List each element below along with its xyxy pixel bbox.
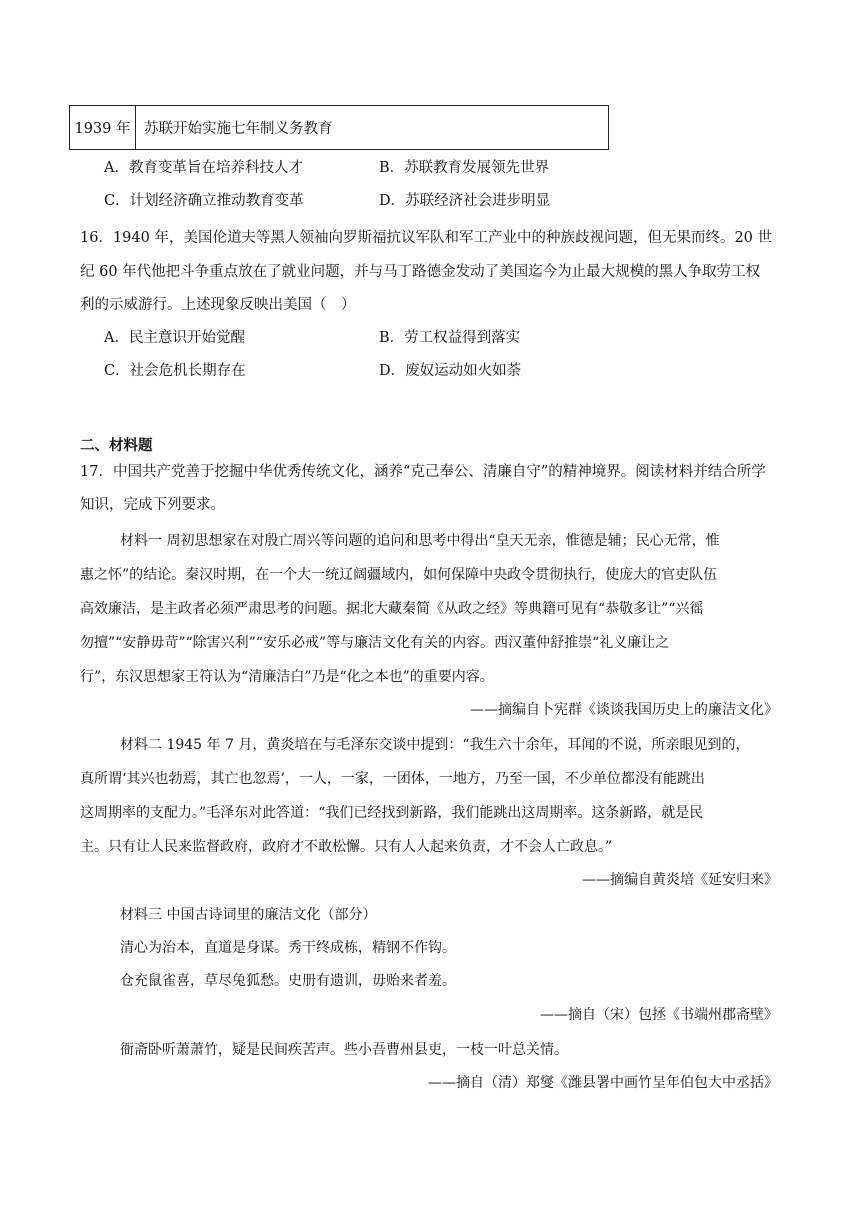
material2-line-4: 主。只有让人民来监督政府，政府才不敢松懈。只有人人起来负责，才不会人亡政息。” [80, 839, 613, 855]
q15-option-c: C．计划经济确立推动教育变革 [104, 193, 304, 209]
q15-option-a: A．教育变革旨在培养科技人才 [104, 160, 303, 176]
material2-line-1: 材料二 1945 年 7 月，黄炎培在与毛泽东交谈中提到：“我生六十余年，耳闻的不说，所亲眼见到的， [120, 737, 750, 753]
q16-option-c: C．社会危机长期存在 [104, 363, 246, 379]
q16-stem-line-2: 纪 60 年代他把斗争重点放在了就业问题，并与马丁路德金发动了美国迄今为止最大规模的黑人争取劳工权 [80, 264, 761, 280]
material2-line-3: 这周期率的支配力。”毛泽东对此答道：“我们已经找到新路，我们能跳出这周期率。这条新路，就是民 [80, 805, 704, 821]
material1-line-2: 惠之怀”的结论。秦汉时期，在一个大一统辽阔疆域内，如何保障中央政令贯彻执行，使庞大的官吏队伍 [80, 567, 718, 583]
material1-line-3: 高效廉洁，是主政者必须严肃思考的问题。据北大藏秦简《从政之经》等典籍可见有“恭敬多让”“兴徭 [80, 601, 704, 617]
poem1-line-2: 仓充鼠雀喜，草尽兔狐愁。史册有遗训，毋贻来者羞。 [120, 973, 456, 989]
section-title: 二、材料题 [80, 438, 153, 454]
poem2-source: ——摘自（清）郑燮《潍县署中画竹呈年伯包大中丞括》 [428, 1075, 778, 1091]
poem1-source: ——摘自（宋）包拯《书端州郡斋壁》 [540, 1007, 778, 1023]
poem2-line: 衙斋卧听萧萧竹，疑是民间疾苦声。些小吾曹州县吏，一枝一叶总关情。 [120, 1042, 568, 1058]
table-year-cell: 1939 年 [70, 106, 136, 149]
q15-option-b: B．苏联教育发展领先世界 [379, 160, 550, 176]
q16-option-a: A．民主意识开始觉醒 [104, 330, 245, 346]
q17-stem-line-1: 17．中国共产党善于挖掘中华优秀传统文化，涵养“克己奉公、清廉自守”的精神境界。阅读材料并结合所学 [80, 464, 766, 480]
q15-option-d: D．苏联经济社会进步明显 [379, 193, 551, 209]
material1-line-5: 行”，东汉思想家王符认为“清廉洁白”乃是“化之本也”的重要内容。 [80, 669, 494, 685]
material1-source: ——摘编自卜宪群《谈谈我国历史上的廉洁文化》 [470, 702, 778, 718]
material1-line-4: 勿擅”“安静毋苛”“除害兴利”“安乐必戒”等与廉洁文化有关的内容。西汉董仲舒推崇“礼义廉让之 [80, 635, 670, 651]
material2-source: ——摘编自黄炎培《延安归来》 [582, 872, 778, 888]
q17-stem-line-2: 知识，完成下列要求。 [80, 497, 225, 513]
q16-stem-line-3: 利的示威游行。上述现象反映出美国（ ） [80, 297, 356, 313]
q16-stem-line-1: 16．1940 年，美国伦道夫等黑人领袖向罗斯福抗议军队和军工产业中的种族歧视问题，但无果而终。20 世 [80, 230, 773, 246]
poem1-line-1: 清心为治本，直道是身谋。秀干终成栋，精钢不作钩。 [120, 940, 456, 956]
material3-title: 材料三 中国古诗词里的廉洁文化（部分） [120, 907, 377, 923]
info-table [69, 105, 609, 150]
q16-option-d: D．废奴运动如火如荼 [379, 363, 522, 379]
material1-line-1: 材料一 周初思想家在对殷亡周兴等问题的追问和思考中得出“皇天无亲，惟德是辅；民心无常，惟 [120, 533, 720, 549]
material2-line-2: 真所谓‘其兴也勃焉，其亡也忽焉’，一人，一家，一团体，一地方，乃至一国，不少单位都没有能跳出 [80, 771, 705, 787]
table-event-cell: 苏联开始实施七年制义务教育 [144, 121, 333, 137]
q16-option-b: B．劳工权益得到落实 [379, 330, 521, 346]
